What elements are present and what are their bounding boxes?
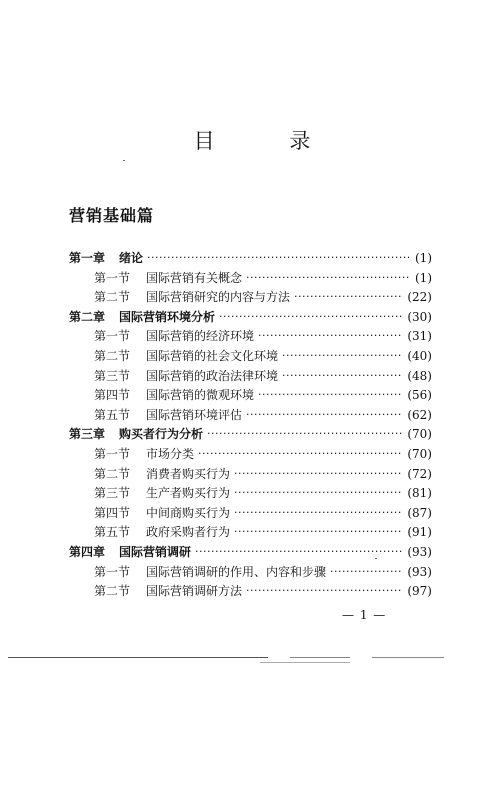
toc-entry-title: 国际营销调研方法 [146,584,243,599]
toc-leader-dots [258,326,403,346]
scan-speck [123,160,125,161]
toc-entry-title: 国际营销调研 [119,545,192,559]
toc-entry-number: 第四章 [69,545,106,559]
toc-page-number: (31) [407,329,432,344]
toc-page-number: (1) [415,251,432,265]
toc-chapter-row [69,542,432,562]
toc-section-row [94,522,432,542]
toc-entry-number: 第三章 [69,427,106,442]
toc-entry-title: 国际营销环境分析 [119,309,216,324]
toc-entry-title: 国际营销调研的作用、内容和步骤 [146,564,327,579]
toc-leader-dots [234,483,403,503]
toc-entry-title: 国际营销的微观环境 [146,388,255,403]
toc-entry-title: 绪论 [119,251,144,265]
toc-entry-number: 第一章 [69,251,106,265]
toc-leader-dots [198,444,403,464]
toc-entry-title: 国际营销的经济环境 [146,329,255,344]
toc-entry-title: 国际营销的社会文化环境 [146,349,279,363]
toc-page-number: (72) [407,466,432,481]
scan-edge-line [260,662,350,663]
scan-edge-line [290,657,350,658]
toc-section-row [94,503,432,523]
toc-entry-number: 第一节 [94,329,131,344]
footer-page-number: — 1 — [342,608,387,622]
toc-leader-dots [147,248,411,268]
toc-page-number: (1) [415,270,432,285]
toc-entry-title: 购买者行为分析 [119,427,204,442]
toc-entry-number: 第三节 [94,368,131,383]
toc-section-row [94,444,432,464]
toc-entry-title: 生产者购买行为 [146,486,231,501]
toc-entry-title: 中间商购买行为 [146,505,231,520]
toc-entry-title: 国际营销有关概念 [146,270,243,285]
toc-page-number: (22) [407,290,432,305]
toc-entry-number: 第一节 [94,564,131,579]
toc-entry-number: 第二节 [94,349,131,363]
toc-section-row [94,405,432,425]
toc-entry-number: 第四节 [94,388,131,403]
toc-entry-title: 国际营销环境评估 [146,407,243,422]
toc-section-row [94,464,432,484]
toc-page-number: (70) [407,447,432,461]
toc-leader-dots [294,287,403,307]
toc-entry-number: 第一节 [94,447,131,461]
toc-section-row [94,326,432,346]
toc-entry-number: 第二节 [94,584,131,599]
toc-entry-number: 第二节 [94,290,131,305]
toc-entry-number: 第五节 [94,407,131,422]
toc-leader-dots [234,464,403,484]
page-title: 目 录 [193,129,345,153]
toc-page-number: (62) [407,407,432,422]
toc-page-number: (30) [407,309,432,324]
toc-chapter-row [69,424,432,444]
toc-leader-dots [282,346,403,366]
toc-entry-number: 第三节 [94,486,131,501]
scan-edge-line [372,657,444,658]
scan-edge-line [8,657,268,658]
toc-section-row [94,581,432,601]
toc-leader-dots [330,562,403,582]
toc-page-number: (48) [407,368,432,383]
toc-leader-dots [246,581,403,601]
toc-page-number: (87) [407,505,432,520]
toc-chapter-row [69,248,432,268]
toc-page-number: (93) [407,564,432,579]
toc-leader-dots [246,405,403,425]
toc-chapter-row [69,307,432,327]
toc-leader-dots [195,542,403,562]
toc-entry-number: 第二节 [94,466,131,481]
toc-page-number: (91) [407,525,432,540]
toc-leader-dots [282,366,403,386]
toc-entry-number: 第五节 [94,525,131,540]
toc-leader-dots [207,424,403,444]
toc-entry-title: 消费者购买行为 [146,466,231,481]
toc-section-row [94,385,432,405]
toc-leader-dots [219,307,403,327]
toc-leader-dots [234,503,403,523]
toc-page-number: (81) [407,486,432,501]
toc-entry-number: 第一节 [94,270,131,285]
toc-entry-number: 第二章 [69,309,106,324]
toc-entry-number: 第四节 [94,505,131,520]
toc-page-number: (40) [407,349,432,363]
toc-page-number: (56) [407,388,432,403]
toc-page-number: (93) [407,545,432,559]
part-title: 营销基础篇 [69,206,155,225]
toc-section-row [94,287,432,307]
toc-section-row [94,483,432,503]
toc-entry-title: 国际营销的政治法律环境 [146,368,279,383]
toc-leader-dots [258,385,403,405]
toc-page-number: (97) [407,584,432,599]
toc-section-row [94,346,432,366]
toc-entry-title: 国际营销研究的内容与方法 [146,290,291,305]
toc-leader-dots [234,522,403,542]
toc-entry-title: 市场分类 [146,447,195,461]
toc-leader-dots [246,268,411,288]
toc-entry-title: 政府采购者行为 [146,525,231,540]
toc-section-row [94,366,432,386]
toc-section-row [94,562,432,582]
toc-section-row [94,268,432,288]
toc-page-number: (70) [407,427,432,442]
